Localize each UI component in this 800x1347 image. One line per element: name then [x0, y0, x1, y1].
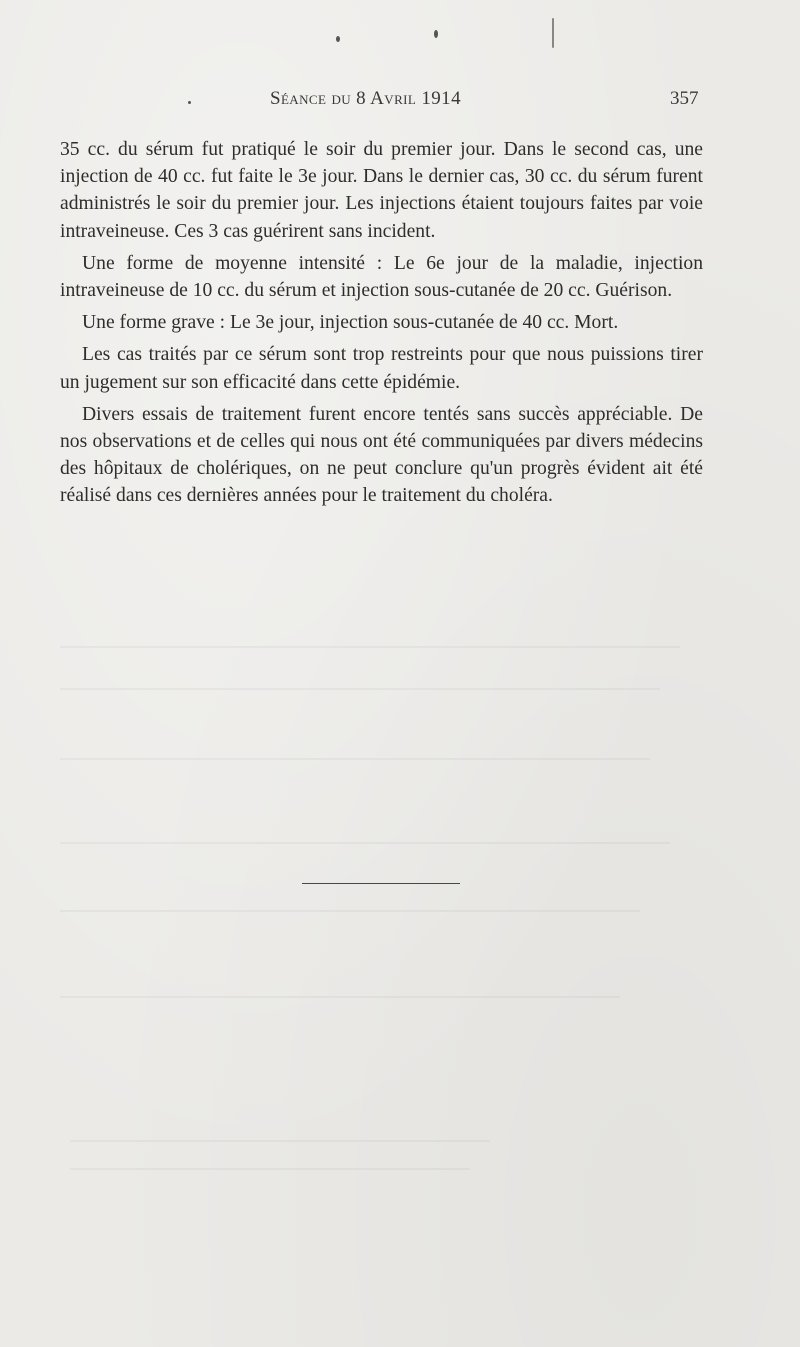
bleed-through-line [60, 646, 680, 648]
bleed-through-line [60, 910, 640, 912]
paragraph: Divers essais de traitement furent encore tentés sans succès appréciable. De nos observations et de celles qui nous ont été communiquées par divers médecins des hôpitaux de cholériques, on ne peut conclure qu'un progrès évident ait été réalisé dans ces dernières années pour le traitement du choléra. [60, 403, 703, 507]
paragraph: Une forme de moyenne intensité : Le 6e jour de la maladie, injection intraveineuse de 10 cc. du sérum et injection sous-cutanée de 20 cc. Guérison. [60, 252, 703, 302]
paragraph: 35 cc. du sérum fut pratiqué le soir du premier jour. Dans le second cas, une injection de 40 cc. fut faite le 3e jour. Dans le dernier cas, 30 cc. du sérum furent administrés le soir du premier jour. Les injections étaient toujours faites par voie intraveineuse. Ces 3 cas guérirent sans incident. [60, 139, 703, 242]
bleed-through-line [70, 1168, 470, 1170]
bleed-through-line [60, 842, 670, 844]
bleed-through-line [60, 996, 620, 998]
bleed-through-line [60, 688, 660, 690]
ink-speck [552, 18, 554, 48]
body-text [60, 136, 703, 515]
running-title: Séance du 8 Avril 1914 [270, 88, 461, 109]
running-head [0, 88, 800, 118]
paragraph: Une forme grave : Le 3e jour, injection sous-cutanée de 40 cc. Mort. [82, 312, 619, 334]
page-number: 357 [670, 88, 699, 109]
bleed-through-line [60, 758, 650, 760]
bleed-through-line [70, 1140, 490, 1142]
ink-speck [434, 30, 438, 38]
paragraph: Les cas traités par ce sérum sont trop restreints pour que nous puissions tirer un jugement sur son efficacité dans cette épidémie. [60, 344, 703, 393]
section-divider [302, 883, 460, 884]
ink-speck [336, 36, 340, 42]
